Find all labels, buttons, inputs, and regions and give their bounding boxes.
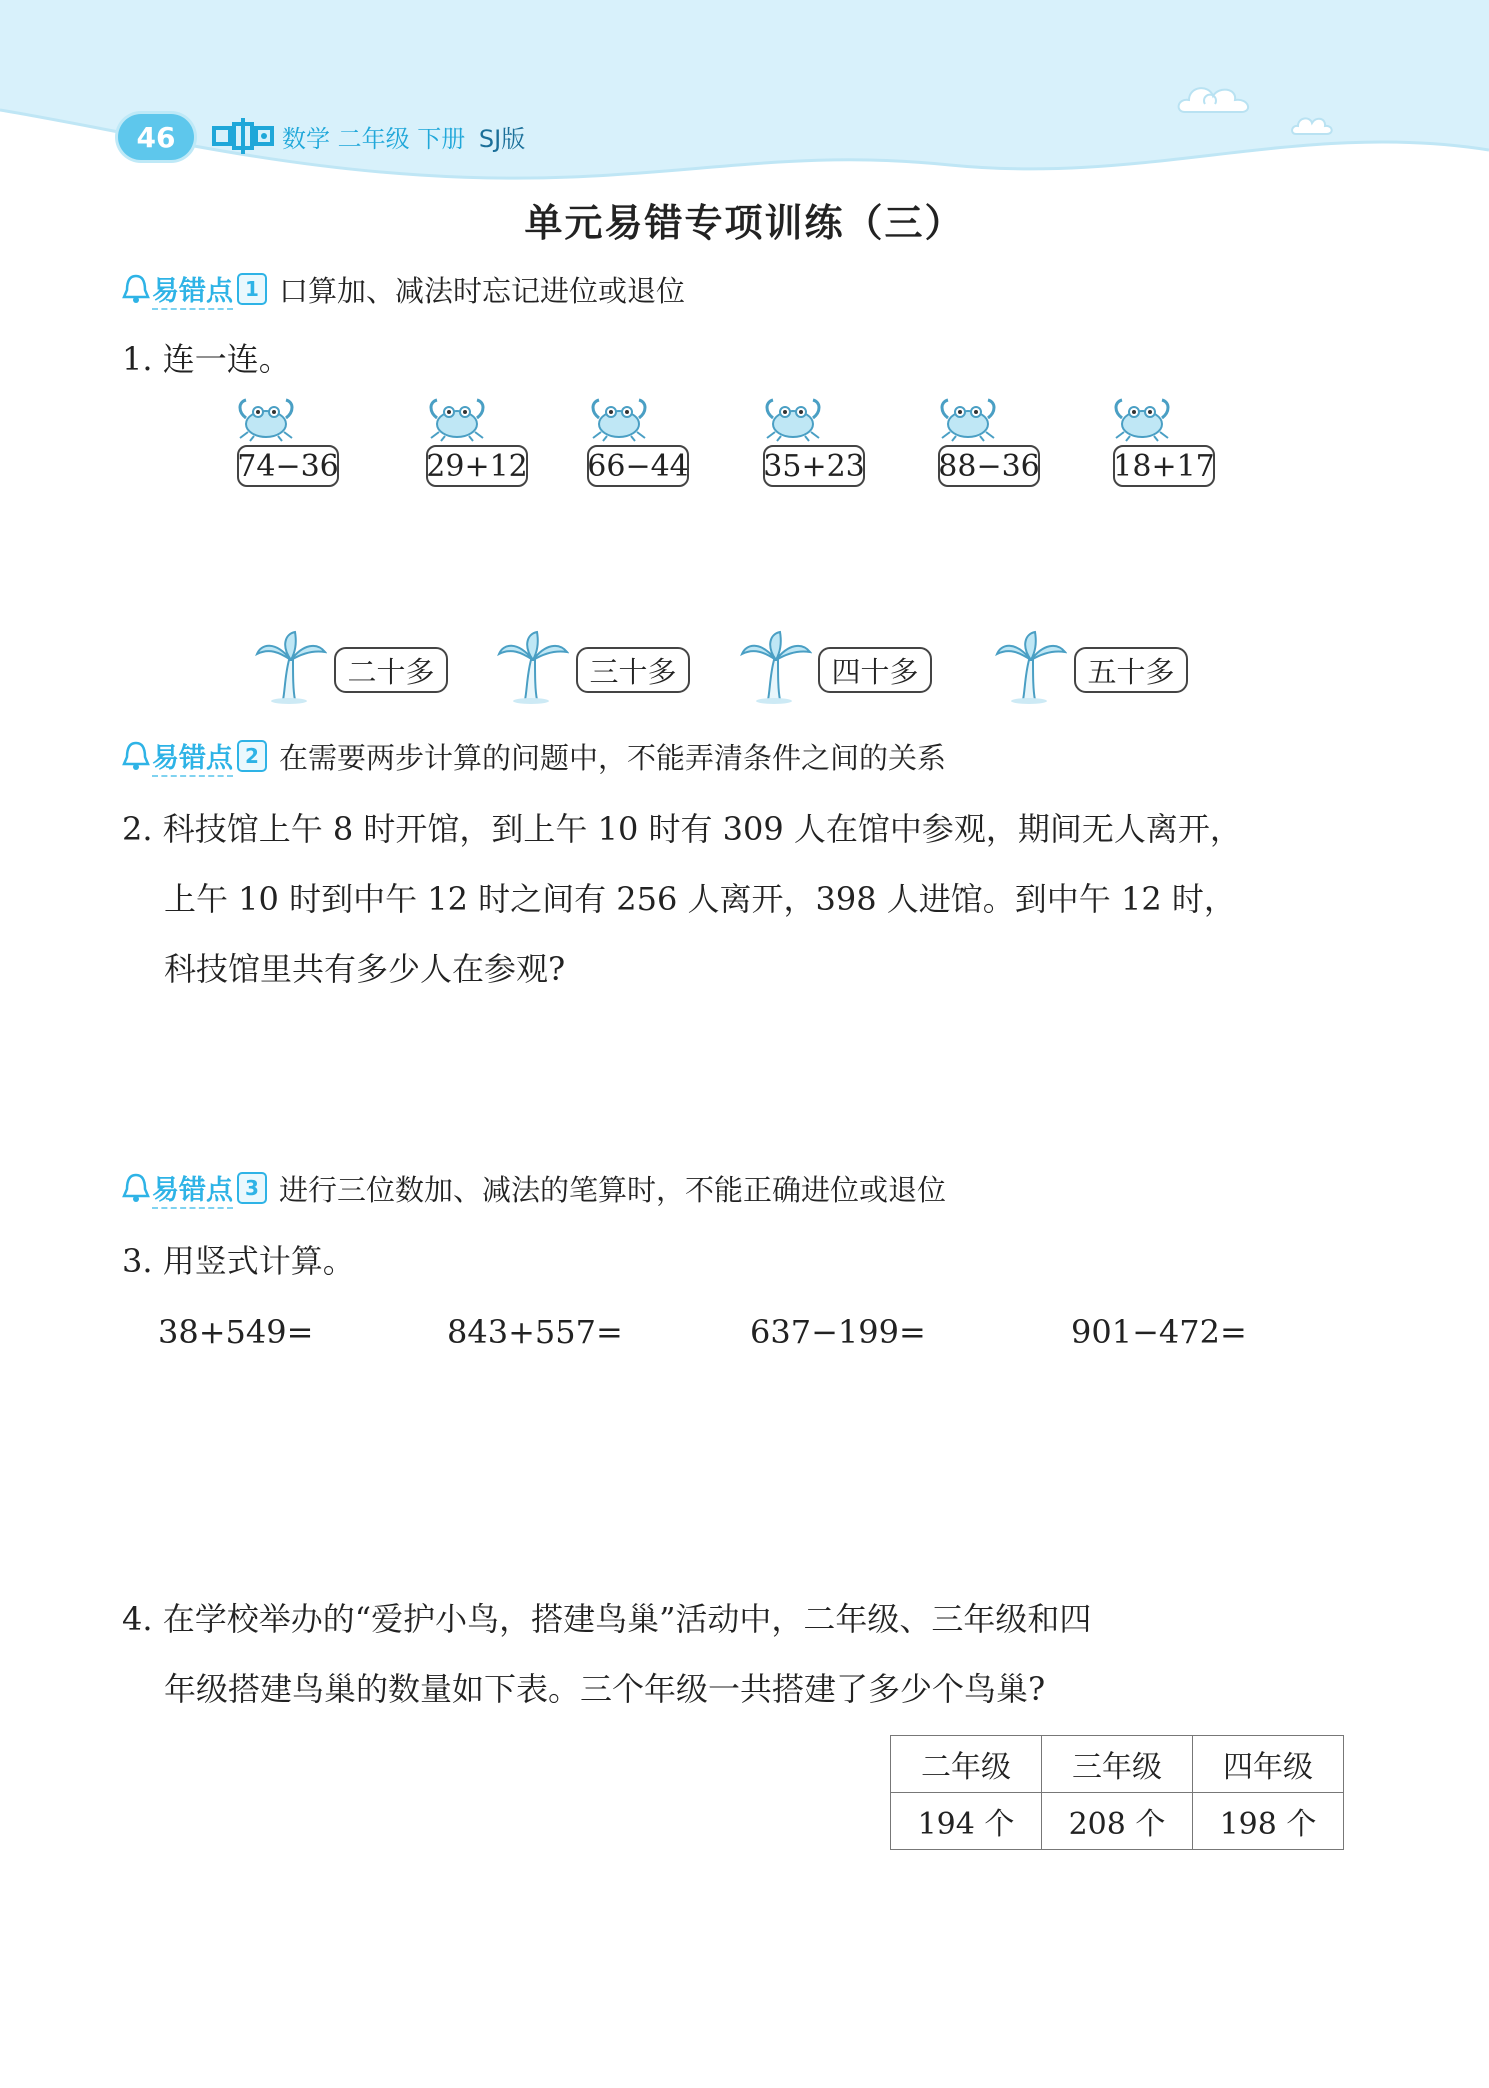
header-wave-background: [0, 0, 1489, 200]
edition-label: SJ版: [478, 124, 526, 153]
answer-card[interactable]: 四十多: [818, 647, 932, 693]
brand-logo-icon: [212, 116, 274, 156]
calculation-item: 901−472=: [1071, 1313, 1247, 1351]
crab-icon: [236, 394, 296, 442]
table-header-cell: 四年级: [1193, 1736, 1344, 1793]
palm-tree-icon: [255, 630, 327, 704]
error-point-number: 2: [237, 740, 267, 772]
brand-subtitle: [282, 119, 525, 154]
palm-tree-icon: [995, 630, 1067, 704]
bell-icon: [122, 739, 150, 773]
question-2-line-2: 上午 10 时到中午 12 时之间有 256 人离开，398 人进馆。到中午 12 时，: [164, 880, 1236, 918]
answer-card[interactable]: 三十多: [576, 647, 690, 693]
palm-tree-icon: [497, 630, 569, 704]
cloud-icon: [1290, 112, 1334, 138]
table-header-row: [891, 1736, 1344, 1793]
question-1-prompt: 1. 连一连。: [122, 340, 291, 378]
brand-header: [212, 116, 525, 156]
question-2-line-1: 2. 科技馆上午 8 时开馆，到上午 10 时有 309 人在馆中参观，期间无人离开，: [122, 810, 1242, 848]
page-number-badge: [118, 114, 194, 160]
bell-icon: [122, 272, 150, 306]
table-row: [891, 1793, 1344, 1850]
error-point-1: [122, 268, 685, 310]
calculation-item: 843+557=: [447, 1313, 623, 1351]
bird-nest-table: [890, 1735, 1344, 1850]
crab-icon: [938, 394, 998, 442]
error-point-3: [122, 1167, 946, 1209]
error-point-label: 易错点: [152, 1168, 233, 1209]
crab-icon: [427, 394, 487, 442]
error-point-description: 进行三位数加、减法的笔算时，不能正确进位或退位: [279, 1172, 947, 1207]
error-point-label: 易错点: [152, 736, 233, 777]
cloud-icon: [1175, 78, 1255, 120]
volume-label: 下册: [417, 124, 466, 153]
table-header-cell: 三年级: [1042, 1736, 1193, 1793]
calculation-item: 637−199=: [750, 1313, 926, 1351]
question-4-line-2: 年级搭建鸟巢的数量如下表。三个年级一共搭建了多少个鸟巢?: [164, 1670, 1046, 1708]
expression-card[interactable]: 18+17: [1113, 445, 1215, 487]
palm-tree-icon: [740, 630, 812, 704]
error-point-number: 3: [237, 1172, 267, 1204]
subject-label: 数学: [282, 124, 330, 153]
bell-icon: [122, 1171, 150, 1205]
error-point-2: [122, 735, 946, 777]
error-point-description: 在需要两步计算的问题中，不能弄清条件之间的关系: [279, 740, 947, 775]
error-point-description: 口算加、减法时忘记进位或退位: [279, 273, 686, 308]
table-cell: 194 个: [891, 1793, 1042, 1850]
expression-card[interactable]: 88−36: [938, 445, 1040, 487]
page-title: 单元易错专项训练（三）: [524, 201, 965, 245]
calculation-item: 38+549=: [158, 1313, 314, 1351]
expression-card[interactable]: 29+12: [426, 445, 528, 487]
crab-icon: [589, 394, 649, 442]
question-2-line-3: 科技馆里共有多少人在参观?: [164, 950, 566, 988]
table-header-cell: 二年级: [891, 1736, 1042, 1793]
answer-card[interactable]: 五十多: [1074, 647, 1188, 693]
page-number: 46: [136, 120, 176, 154]
expression-card[interactable]: 74−36: [237, 445, 339, 487]
question-3-prompt: 3. 用竖式计算。: [122, 1242, 355, 1280]
error-point-number: 1: [237, 273, 267, 305]
expression-card[interactable]: 35+23: [763, 445, 865, 487]
question-4-line-1: 4. 在学校举办的“爱护小鸟，搭建鸟巢”活动中，二年级、三年级和四: [122, 1600, 1092, 1638]
table-cell: 208 个: [1042, 1793, 1193, 1850]
answer-card[interactable]: 二十多: [334, 647, 448, 693]
grade-label: 二年级: [337, 124, 410, 153]
expression-card[interactable]: 66−44: [587, 445, 689, 487]
table-cell: 198 个: [1193, 1793, 1344, 1850]
crab-icon: [763, 394, 823, 442]
crab-icon: [1112, 394, 1172, 442]
error-point-label: 易错点: [152, 269, 233, 310]
